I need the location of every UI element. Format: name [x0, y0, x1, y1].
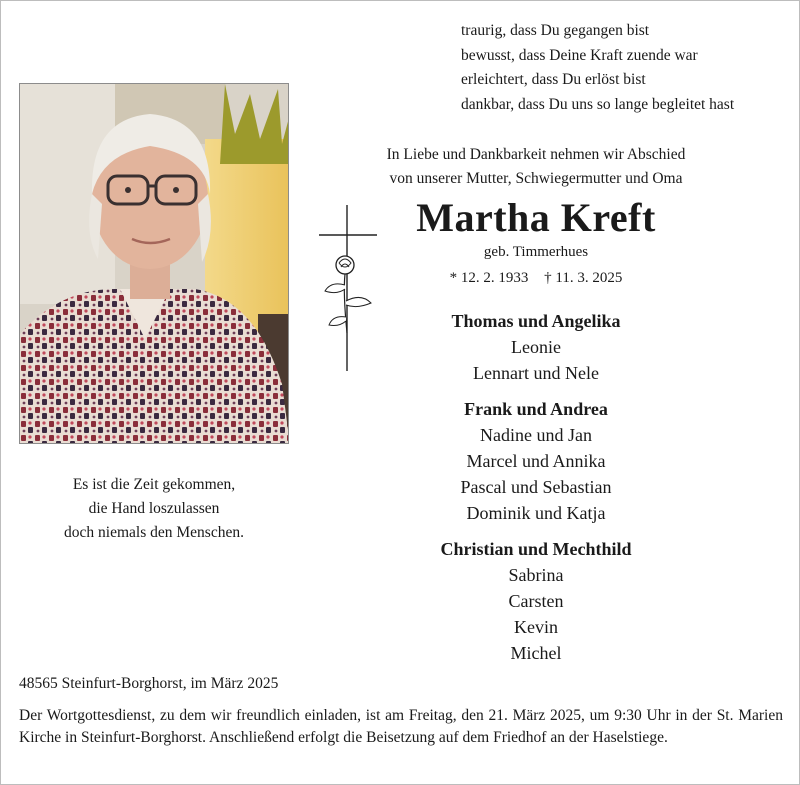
quote-line: die Hand loszulassen [88, 500, 220, 517]
service-notice: Der Wortgottesdienst, zu dem wir freundlich einladen, ist am Freitag, den 21. März 2025, um 9:30 Uhr in der St. Marien Kirche in Steinfurt-Borghorst. Anschließend erfolgt die Beisetzung auf dem Friedhof an der Haselstiege. [19, 707, 783, 746]
poem-line: bewusst, dass Deine Kraft zuende war [461, 46, 698, 64]
quote-line: doch niemals den Menschen. [64, 524, 244, 541]
top-poem [461, 19, 734, 117]
family-member: Sabrina [508, 565, 564, 585]
farewell-intro [301, 143, 771, 191]
family-member: Pascal und Sebastian [460, 477, 612, 497]
family-group [301, 536, 771, 666]
place-and-date: 48565 Steinfurt-Borghorst, im März 2025 [19, 675, 279, 692]
family-member: Carsten [508, 591, 564, 611]
family-member: Nadine und Jan [480, 425, 592, 445]
family-list [301, 308, 771, 676]
birth-date: * 12. 2. 1933 [449, 270, 529, 286]
poem-line: dankbar, dass Du uns so lange begleitet hast [461, 95, 735, 113]
family-head: Christian und Mechthild [440, 539, 632, 559]
poem-line: traurig, dass Du gegangen bist [461, 22, 650, 39]
poem-line: erleichtert, dass Du erlöst bist [461, 71, 646, 88]
maiden-name: geb. Timmerhues [483, 244, 589, 260]
family-member: Michel [510, 643, 562, 663]
family-head: Thomas und Angelika [451, 311, 621, 331]
memorial-quote [19, 473, 289, 545]
death-date: † 11. 3. 2025 [544, 270, 623, 286]
portrait-photo [19, 83, 289, 444]
family-head: Frank und Andrea [464, 399, 608, 419]
deceased-name: Martha Kreft [416, 195, 656, 240]
intro-line: In Liebe und Dankbarkeit nehmen wir Abschied [386, 146, 686, 163]
intro-line: von unserer Mutter, Schwiegermutter und Oma [389, 170, 683, 187]
family-group [301, 308, 771, 386]
family-member: Dominik und Katja [466, 503, 606, 523]
family-member: Kevin [514, 617, 558, 637]
portrait-illustration [20, 84, 289, 444]
family-member: Leonie [511, 337, 561, 357]
family-group [301, 396, 771, 526]
quote-line: Es ist die Zeit gekommen, [72, 476, 236, 493]
family-member: Lennart und Nele [473, 363, 599, 383]
family-member: Marcel und Annika [466, 451, 606, 471]
